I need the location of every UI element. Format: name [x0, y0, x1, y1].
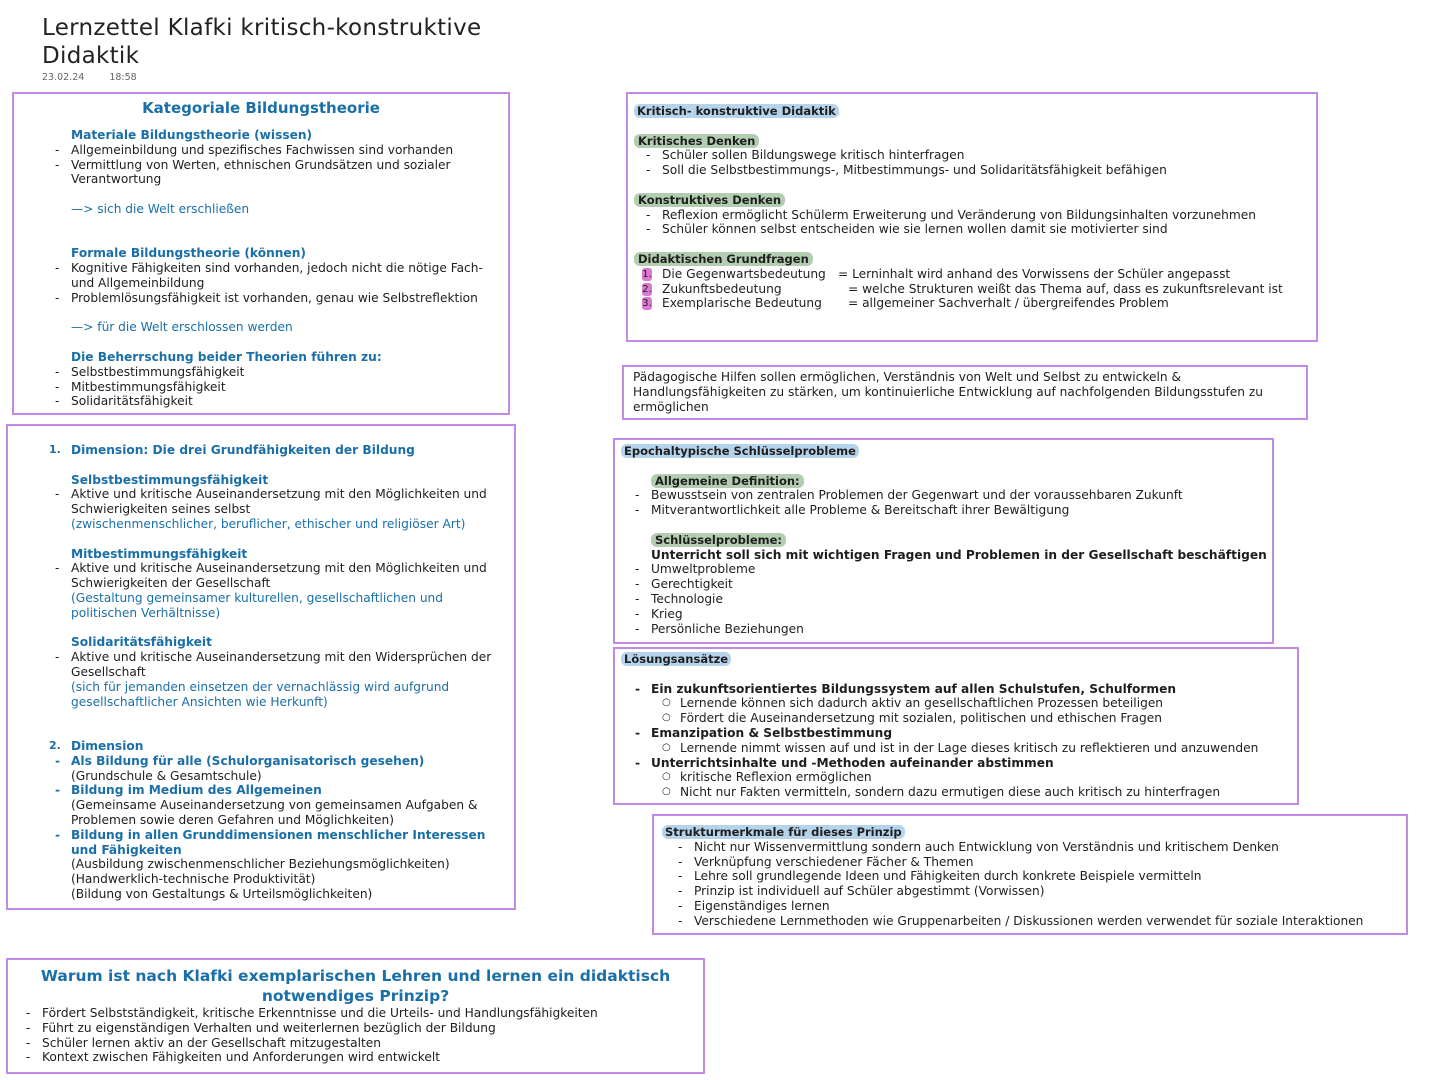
list-item: 3. Exemplarische Bedeutung = allgemeiner Sachverhalt / übergreifendes Problem	[642, 296, 1169, 311]
list-item-sub: ○ Nicht nur Fakten vermitteln, sondern dazu ermutigen diese auch kritisch zu hinterfragen	[662, 785, 1221, 800]
page-time: 18:58	[109, 72, 137, 83]
list-item: - Solidaritätsfähigkeit	[55, 394, 193, 409]
list-item: 1. Die Gegenwartsbedeutung = Lerninhalt wird anhand des Vorwissens der Schüler angepasst	[642, 266, 1231, 281]
box-paedagogisch	[622, 365, 1308, 420]
box-warum	[6, 958, 705, 1074]
list-item: - Unterrichtsinhalte und -Methoden aufeinander abstimmen	[635, 755, 1054, 770]
list-item: - Problemlösungsfähigkeit ist vorhanden, genau wie Selbstreflektion	[55, 290, 478, 305]
paedagogisch-text: Pädagogische Hilfen sollen ermöglichen, Verständnis von Welt und Selbst zu entwickeln & Handlungsfähigkeiten zu stärken, um kontinuierliche Entwicklung auf nachfolgenden Bildungsstufen zu ermöglichen	[633, 370, 1263, 414]
list-item-detail: (Bildung von Gestaltungs & Urteilsmöglichkeiten)	[71, 886, 373, 901]
list-item: - Prinzip ist individuell auf Schüler abgestimmt (Vorwissen)	[678, 884, 1045, 899]
list-item: - Aktive und kritische Auseinandersetzung mit den Widersprüchen der Gesellschaft	[55, 650, 492, 679]
mit-heading: Mitbestimmungsfähigkeit	[71, 546, 248, 561]
page-meta	[42, 72, 159, 83]
list-item: - Allgemeinbildung und spezifisches Fachwissen sind vorhanden	[55, 142, 454, 157]
box-struktur	[652, 814, 1408, 935]
epochal-title: Epochaltypische Schlüsselprobleme	[621, 444, 1266, 459]
list-item: - Krieg	[635, 606, 683, 621]
soli-heading: Solidaritätsfähigkeit	[71, 635, 212, 650]
list-item: - Umweltprobleme	[635, 562, 756, 577]
list-item: - Nicht nur Wissenvermittlung sondern auch Entwicklung von Verständnis und kritischem Denken	[678, 839, 1279, 854]
kritisches-heading: Kritisches Denken	[634, 134, 1310, 149]
list-item: - Verknüpfung verschiedener Fächer & Themen	[678, 854, 974, 869]
list-item: - Schüler sollen Bildungswege kritisch hinterfragen	[646, 148, 965, 163]
list-item-detail: (Ausbildung zwischenmenschlicher Beziehungsmöglichkeiten)	[71, 857, 450, 872]
box-loesung	[613, 647, 1299, 805]
loesung-title: Lösungsansätze	[621, 652, 1291, 667]
formal-heading: Formale Bildungstheorie (können)	[71, 246, 306, 261]
dimension-1-title: 1. Dimension: Die drei Grundfähigkeiten der Bildung	[49, 443, 415, 457]
struktur-title: Strukturmerkmale für dieses Prinzip	[662, 825, 1400, 840]
page-title: Lernzettel Klafki kritisch-konstruktive Didaktik	[42, 15, 482, 69]
selbst-heading: Selbstbestimmungsfähigkeit	[71, 472, 269, 487]
list-item-detail: (Gemeinsame Auseinandersetzung von gemeinsamen Aufgaben & Problemen sowie deren Gefahren und Möglichkeiten)	[71, 798, 478, 827]
list-item: - Aktive und kritische Auseinandersetzung mit den Möglichkeiten und Schwierigkeiten der Gesellschaft	[55, 561, 487, 591]
list-item: - Kontext zwischen Fähigkeiten und Anforderungen wird entwickelt	[26, 1050, 440, 1065]
list-item: - Fördert Selbstständigkeit, kritische Erkenntnisse und die Urteils- und Handlungsfähigkeiten	[26, 1006, 598, 1020]
kategoriale-heading: Kategoriale Bildungstheorie	[142, 99, 380, 117]
list-item: - Ein zukunftsorientiertes Bildungssystem auf allen Schulstufen, Schulformen	[635, 681, 1177, 696]
list-item: - Aktive und kritische Auseinandersetzung mit den Möglichkeiten und Schwierigkeiten seines selbst	[55, 487, 487, 517]
sp-sub: Unterricht soll sich mit wichtigen Fragen und Problemen in der Gesellschaft beschäftigen	[651, 547, 1267, 562]
grundfragen-heading: Didaktischen Grundfragen	[634, 252, 1310, 267]
konstruktiv-heading: Konstruktives Denken	[634, 193, 1310, 208]
list-item: - Mitbestimmungsfähigkeit	[55, 379, 226, 394]
mit-note: (Gestaltung gemeinsamer kulturellen, gesellschaftlichen und politischen Verhältnisse)	[71, 590, 444, 620]
material-arrow: —> sich die Welt erschließen	[71, 201, 250, 216]
list-item: - Eigenständiges lernen	[678, 898, 830, 913]
dimension-2-title: 2. Dimension	[49, 738, 144, 753]
sp-heading: Schlüsselprobleme:	[651, 533, 1266, 548]
formal-arrow: —> für die Welt erschlossen werden	[71, 320, 293, 335]
selbst-note: (zwischenmenschlicher, beruflicher, ethischer und religiöser Art)	[71, 516, 466, 531]
list-item: - Mitverantwortlichkeit alle Probleme & Bereitschaft ihrer Bewältigung	[635, 503, 1070, 518]
list-item-detail: (Handwerklich-technische Produktivität)	[71, 872, 316, 887]
list-item: - Führt zu eigenständigen Verhalten und weiterlernen bezüglich der Bildung	[26, 1020, 496, 1035]
kritisch-title: Kritisch- konstruktive Didaktik	[634, 104, 1310, 119]
list-item: - Kognitive Fähigkeiten sind vorhanden, jedoch nicht die nötige Fach- und Allgemeinbildung	[55, 261, 483, 290]
list-item: - Schüler können selbst entscheiden wie sie lernen wollen damit sie motivierter sind	[646, 222, 1168, 237]
box-dimension	[6, 424, 516, 910]
soli-note: (sich für jemanden einsetzen der vernachlässig wird aufgrund gesellschaftlicher Ansichten wie Herkunft)	[71, 679, 450, 709]
list-item-sub: ○ Lernende nimmt wissen auf und ist in der Lage dieses kritisch zu reflektieren und anzuwenden	[662, 740, 1259, 755]
list-item: - Technologie	[635, 591, 723, 606]
list-item-detail: (Grundschule & Gesamtschule)	[71, 768, 262, 783]
warum-heading: Warum ist nach Klafki exemplarischen Lehren und lernen ein didaktisch notwendiges Prinzip?	[40, 967, 671, 1005]
list-item: - Reflexion ermöglicht Schülerm Erweiterung und Veränderung von Bildungsinhalten vorzunehmen	[646, 207, 1256, 222]
def-heading: Allgemeine Definition:	[651, 474, 1266, 489]
list-item: - Bildung in allen Grunddimensionen menschlicher Interessen und Fähigkeiten	[55, 827, 486, 857]
list-item: - Bewusstsein von zentralen Problemen der Gegenwart und der voraussehbaren Zukunft	[635, 488, 1183, 503]
list-item: - Persönliche Beziehungen	[635, 621, 804, 636]
list-item: - Gerechtigkeit	[635, 577, 733, 592]
page-date: 23.02.24	[42, 72, 85, 83]
list-item: - Verschiedene Lernmethoden wie Gruppenarbeiten / Diskussionen werden verwendet für soziale Interaktionen	[678, 913, 1364, 928]
list-item: - Emanzipation & Selbstbestimmung	[635, 725, 893, 740]
box-kategoriale	[12, 92, 510, 415]
list-item-sub: ○ Lernende können sich dadurch aktiv an gesellschaftlichen Prozessen beteiligen	[662, 696, 1164, 711]
list-item: - Vermittlung von Werten, ethnischen Grundsätzen und sozialer Verantwortung	[55, 157, 451, 187]
list-item: 2. Zukunftsbedeutung = welche Strukturen weißt das Thema auf, dass es zukunftsrelevant ist	[642, 281, 1283, 296]
list-item: - Soll die Selbstbestimmungs-, Mitbestimmungs- und Solidaritätsfähigkeit befähigen	[646, 163, 1167, 178]
both-heading: Die Beherrschung beider Theorien führen zu:	[71, 349, 382, 364]
list-item: - Bildung im Medium des Allgemeinen	[55, 783, 322, 798]
list-item: - Lehre soll grundlegende Ideen und Fähigkeiten durch konkrete Beispiele vermitteln	[678, 869, 1202, 884]
list-item: - Selbstbestimmungsfähigkeit	[55, 364, 245, 379]
box-kritisch	[626, 92, 1318, 342]
material-heading: Materiale Bildungstheorie (wissen)	[71, 128, 313, 142]
list-item: - Als Bildung für alle (Schulorganisatorisch gesehen)	[55, 753, 425, 768]
box-epochal	[613, 438, 1274, 644]
list-item-sub: ○ kritische Reflexion ermöglichen	[662, 770, 872, 785]
list-item: - Schüler lernen aktiv an der Gesellschaft mitzugestalten	[26, 1035, 382, 1050]
list-item-sub: ○ Fördert die Auseinandersetzung mit sozialen, politischen und ethischen Fragen	[662, 711, 1162, 726]
